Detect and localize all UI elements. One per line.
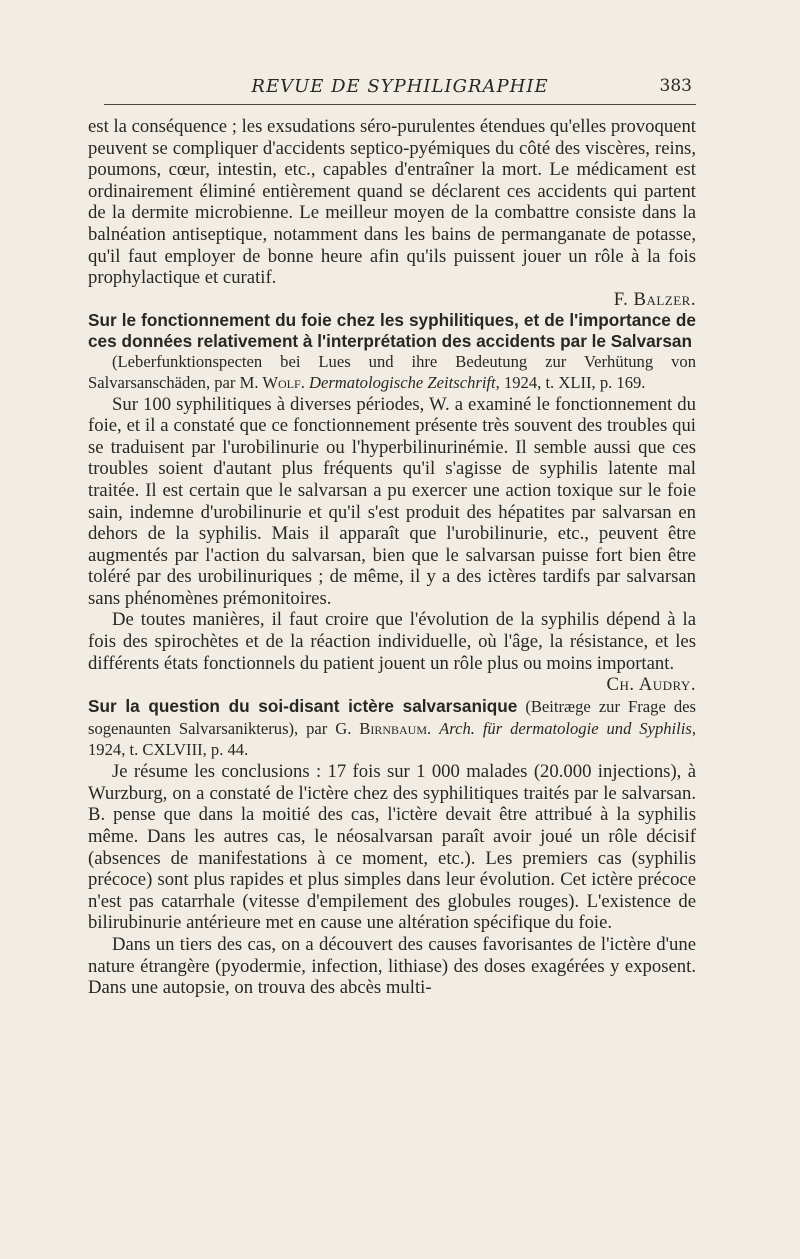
- article-2: [88, 696, 696, 999]
- article-2-author: G. Birnbaum: [335, 718, 428, 738]
- article-2-paragraph-1: Je résume les conclusions : 17 fois sur 1 000 malades (20.000 injections), à Wurzburg, on a constaté de l'ictère chez des syphilitiques traités par le salvarsan. B. pense que dans la moitié des cas, l'ictère devait être attribué à la syphilis même. Dans les autres cas, le néosalvarsan paraît avoir joué un rôle décisif (absences de manifestations à ce moment, etc.). Les premiers cas (syphilis précoce) sont plus rapides et plus simples dans leur évolution. Cet ictère précoce n'est pas catarrhale (vitesse d'empilement des globules rouges). L'existence de bilirubinurie antérieure met en cause une altération spécifique du foie.: [88, 761, 696, 934]
- article-1-title: Sur le fonctionnement du foie chez les syphilitiques, et de l'importance de ces données relativement à l'interprétation des accidents par le Salvarsan: [88, 310, 696, 352]
- article-1-journal: Dermatologische Zeitschrift: [308, 372, 496, 392]
- article-1-citation-sep: .: [300, 372, 309, 392]
- running-title: REVUE DE SYPHILIGRAPHIE: [251, 76, 549, 97]
- article-1-author: M. Wolf: [239, 372, 301, 392]
- article-1-citation-lead: (Leberfunktionspecten bei Lues und ihre Bedeutung zur Verhütung von Salvarsanschäden, par: [88, 351, 696, 392]
- article-2-citation-lead: (Beitræge zur Frage des sogenaunten Salvarsanikterus), par: [88, 696, 696, 738]
- intro-signature: F. Balzer.: [613, 288, 696, 310]
- article-1-paragraph-2-text: De toutes manières, il faut croire que l'évolution de la syphilis dépend à la fois des spirochètes et de la réaction individuelle, où l'âge, la résistance, et les différents états fonctionnels du patient jouent un rôle plus ou moins important.: [88, 609, 696, 674]
- article-1: [88, 310, 696, 696]
- article-2-paragraph-2: Dans un tiers des cas, on a découvert des causes favorisantes de l'ictère d'une nature étrangère (pyodermie, infection, lithiase) des doses exagérées y exposent. Dans une autopsie, on trouva des abcès multi-: [88, 933, 696, 999]
- article-1-citation-tail: , 1924, t. XLII, p. 169.: [495, 372, 646, 392]
- article-1-citation: [88, 352, 696, 394]
- article-1-paragraph-2: [88, 609, 696, 695]
- article-2-citation-tail: , 1924, t. CXLVIII, p. 44.: [88, 718, 697, 760]
- page-number: 383: [659, 76, 692, 96]
- article-2-citation-sep: .: [427, 718, 440, 738]
- article-1-paragraph-1: Sur 100 syphilitiques à diverses périodes, W. a examiné le fonctionnement du foie, et il a constaté que ce fonctionnement présente très souvent des troubles qui se traduisent par l'urobilinurie ou l'hyperbilinurinémie. Il semble aussi que ces troubles soient d'autant plus fréquents qu'il s'agisse de syphilis latente mal traitée. Il est certain que le salvarsan a pu exercer une action toxique sur le foie sain, indemne d'urobilinurie et qu'il s'est produit des hépatites par salvarsan en dehors de la syphilis. Mais il apparaît que l'urobilinurie, etc., peuvent être augmentés par l'action du salvarsan, bien que le salvarsan puisse fort bien être toléré par des urobilinuriques ; de même, il y a des ictères tardifs par salvarsan sans phénomènes prémonitoires.: [88, 393, 696, 609]
- article-1-signature: Ch. Audry.: [606, 674, 696, 696]
- intro-text: est la conséquence ; les exsudations séro-purulentes étendues qu'elles provoquent peuvent se compliquer d'accidents septico-pyémiques du côté des viscères, reins, poumons, cœur, intestin, etc., capables d'entraîner la mort. Le médicament est ordinairement éliminé entièrement quand se déclarent ces accidents qui partent de la dermite microbienne. Le meilleur moyen de la combattre consiste dans la balnéation antiseptique, notamment dans les bains de permanganate de potasse, qu'il faut employer de bonne heure afin qu'ils puissent jouer un rôle à la fois prophylactique et curatif.: [88, 116, 696, 289]
- page-header: [104, 76, 696, 100]
- intro-paragraph: [88, 116, 696, 310]
- page-body: [88, 116, 696, 999]
- article-2-title: [88, 696, 696, 761]
- article-2-journal: Arch. für dermatologie und Syphilis: [439, 718, 692, 738]
- article-2-title-text: Sur la question du soi-disant ictère salvarsanique: [88, 695, 518, 716]
- header-rule: [104, 104, 696, 105]
